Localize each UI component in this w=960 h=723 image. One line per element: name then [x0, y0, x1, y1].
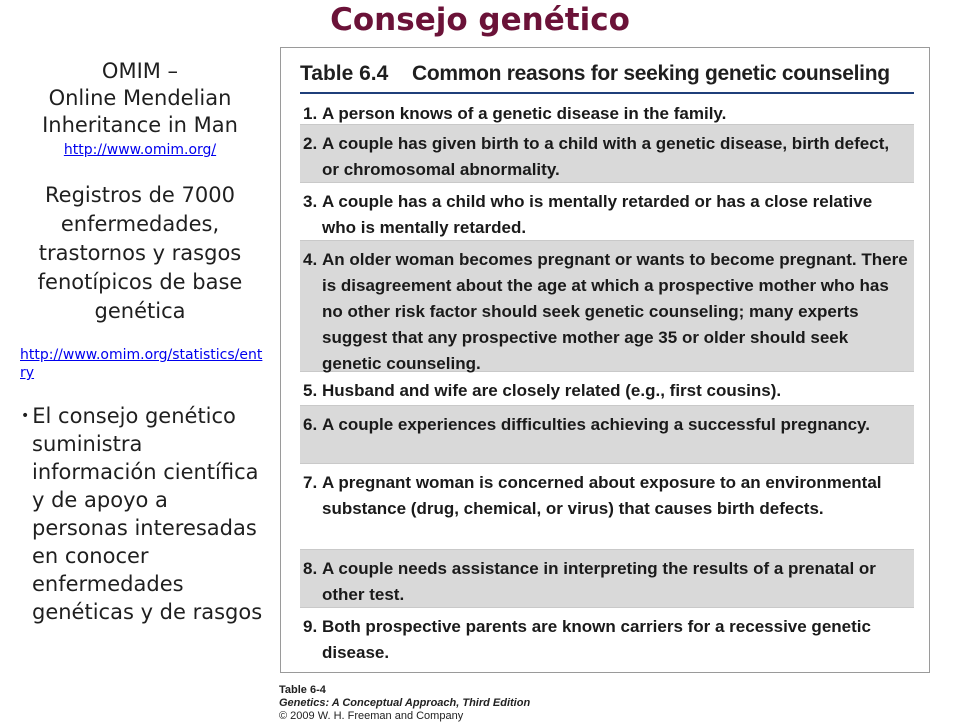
row-number: 3.	[303, 192, 318, 211]
figure-caption	[279, 684, 530, 723]
bullet-item	[14, 402, 266, 626]
omim-statistics-link[interactable]: http://www.omim.org/statistics/entry	[20, 347, 263, 381]
row-number: 8.	[303, 559, 318, 578]
table-row	[300, 406, 914, 464]
table-row	[300, 464, 914, 550]
omim-link[interactable]: http://www.omim.org/	[63, 142, 217, 158]
table-row	[300, 608, 914, 666]
caption-book-title: Genetics: A Conceptual Approach, Third Edition	[279, 697, 531, 709]
table-title: Common reasons for seeking genetic counseling	[412, 62, 890, 85]
records-text: Registros de 7000 enfermedades, trastornos y rasgos fenotípicos de base genética	[37, 183, 243, 323]
row-text: Husband and wife are closely related (e.g., first cousins).	[322, 381, 782, 400]
row-text: A couple needs assistance in interpreting the results of a prenatal or other test.	[322, 559, 876, 604]
table-row	[300, 125, 914, 183]
omim-line-2: Online Mendelian	[48, 86, 232, 110]
bullet-icon: •	[21, 408, 30, 424]
table-number: Table 6.4	[300, 62, 389, 85]
row-number: 5.	[303, 381, 318, 400]
row-text: A pregnant woman is concerned about exposure to an environmental substance (drug, chemical, or virus) that causes birth defects.	[322, 473, 882, 518]
left-column	[14, 58, 266, 626]
table-header	[300, 62, 914, 94]
row-text: An older woman becomes pregnant or wants to become pregnant. There is disagreement about the age at which a prospective mother who has no other risk factor should seek genetic counseling; many experts suggest that any prospective mother age 35 or older should seek genetic counseling.	[322, 250, 908, 373]
omim-line-3: Inheritance in Man	[42, 113, 238, 137]
omim-heading	[14, 58, 266, 139]
bullet-text: El consejo genético suministra información científica y de apoyo a personas interesadas en conocer enfermedades genéticas y de rasgos	[32, 404, 263, 624]
table-row	[300, 372, 914, 406]
row-text: A couple has a child who is mentally retarded or has a close relative who is mentally retarded.	[322, 192, 873, 237]
slide-title: Consejo genético	[330, 2, 630, 38]
table-row	[300, 183, 914, 241]
table-figure	[280, 47, 930, 673]
row-text: Both prospective parents are known carriers for a recessive genetic disease.	[322, 617, 871, 662]
caption-table-ref: Table 6-4	[279, 684, 326, 696]
row-number: 7.	[303, 473, 318, 492]
row-number: 1.	[303, 104, 318, 123]
row-number: 6.	[303, 415, 318, 434]
row-text: A couple experiences difficulties achieving a successful pregnancy.	[322, 415, 870, 434]
row-number: 9.	[303, 617, 318, 636]
table-row	[300, 550, 914, 608]
row-text: A couple has given birth to a child with a genetic disease, birth defect, or chromosomal abnormality.	[322, 134, 890, 179]
caption-copyright: © 2009 W. H. Freeman and Company	[279, 710, 464, 722]
table-row	[300, 95, 914, 125]
table-row	[300, 241, 914, 372]
omim-line-1: OMIM –	[101, 59, 179, 83]
row-number: 2.	[303, 134, 318, 153]
row-number: 4.	[303, 250, 318, 269]
row-text: A person knows of a genetic disease in the family.	[322, 104, 727, 123]
